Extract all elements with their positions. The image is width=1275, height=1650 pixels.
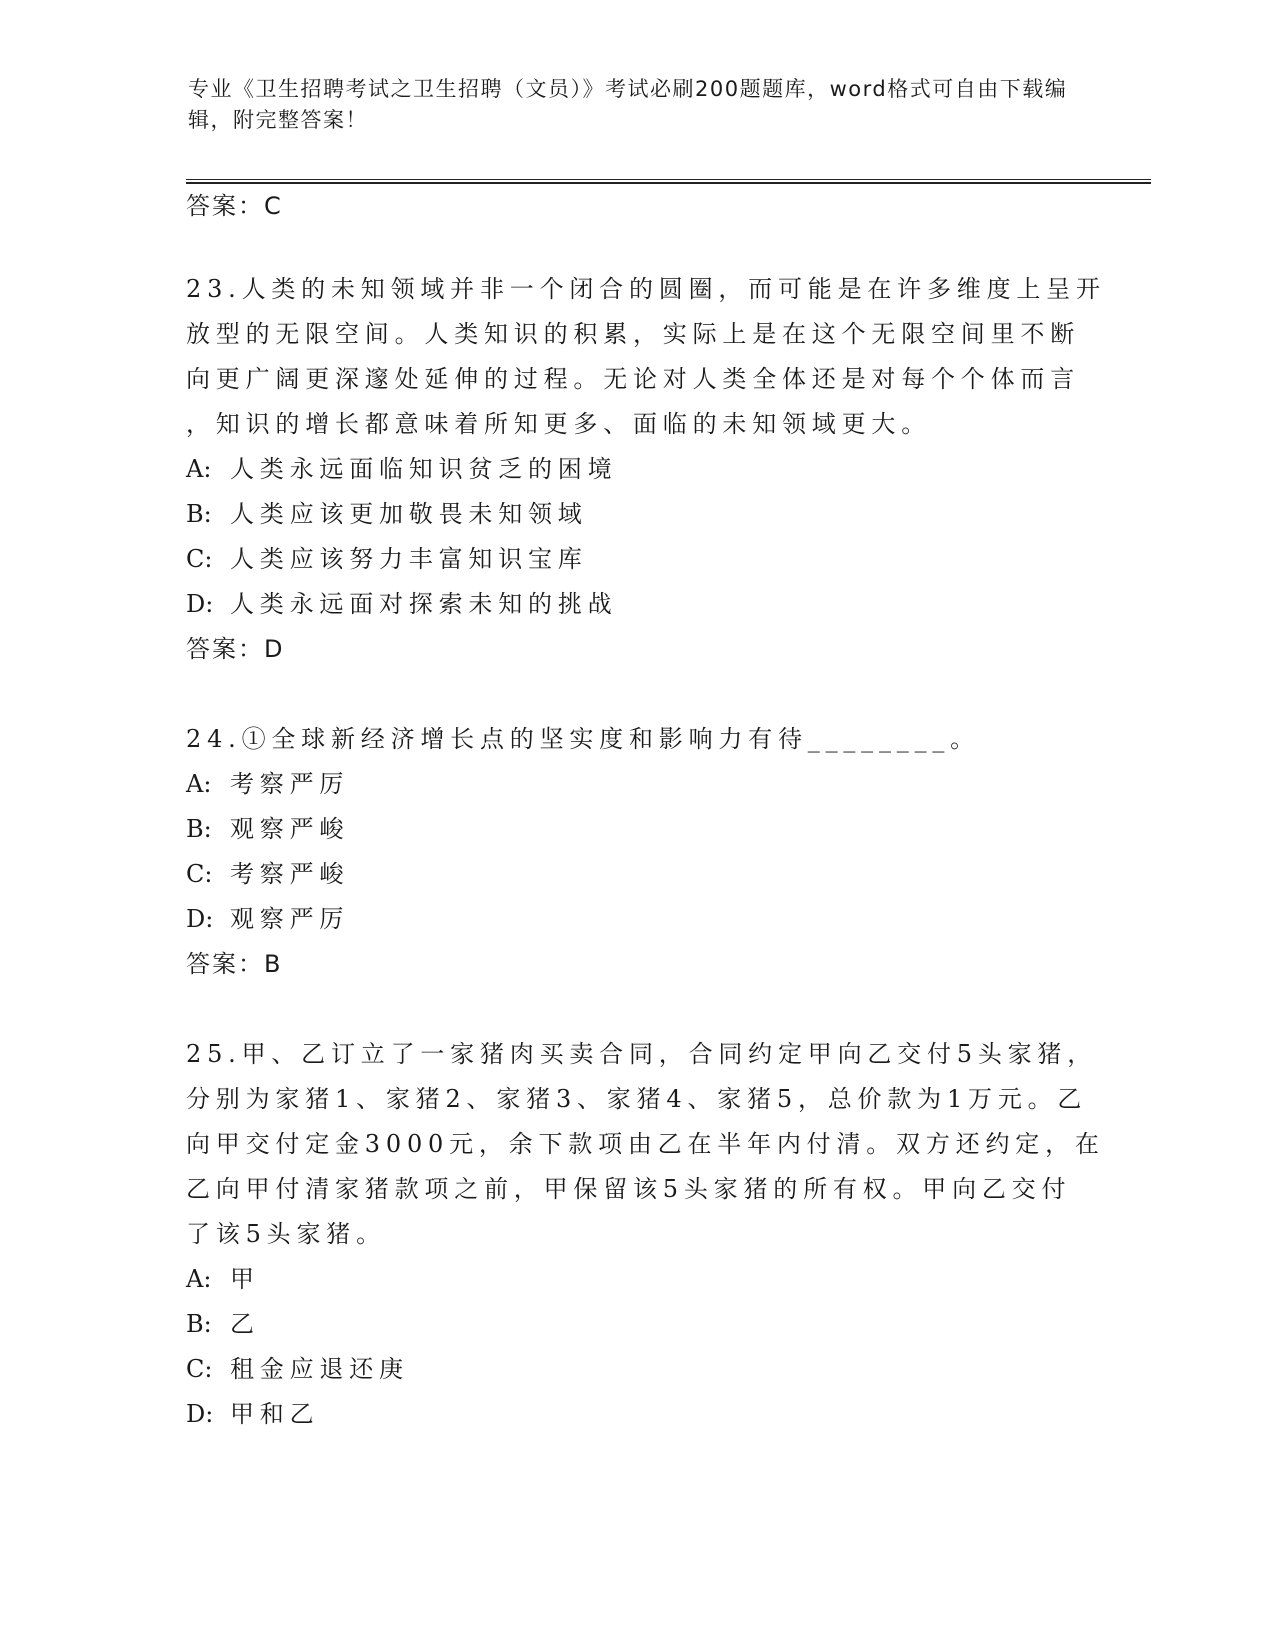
question-25-line-4: 乙向甲付清家猪款项之前，甲保留该5头家猪的所有权。甲向乙交付 bbox=[186, 1175, 1072, 1203]
document-header: 专业《卫生招聘考试之卫生招聘（文员）》考试必刷200题题库，word格式可自由下载编辑，附完整答案！ bbox=[188, 77, 1068, 132]
question-25-line-2: 分别为家猪1、家猪2、家猪3、家猪4、家猪5，总价款为1万元。乙 bbox=[186, 1085, 1088, 1113]
option-text: 考察严峻 bbox=[230, 860, 350, 888]
question-24-line-1: 24.①全球新经济增长点的坚实度和影响力有待________。 bbox=[186, 725, 980, 753]
option-letter: B: bbox=[186, 500, 212, 528]
question-25-option-a bbox=[186, 1263, 260, 1295]
question-25-line-5: 了该5头家猪。 bbox=[186, 1220, 386, 1248]
question-24-option-d bbox=[186, 903, 349, 935]
option-text: 甲和乙 bbox=[230, 1400, 320, 1428]
option-letter: B: bbox=[186, 1310, 212, 1338]
header-divider-thin bbox=[186, 179, 1151, 180]
question-24-option-a bbox=[186, 768, 349, 800]
question-24-option-b bbox=[186, 813, 349, 845]
option-letter: A: bbox=[186, 770, 212, 798]
option-letter: C: bbox=[186, 860, 213, 888]
question-25-option-b bbox=[186, 1308, 260, 1340]
question-23-option-a bbox=[186, 453, 617, 485]
option-text: 人类应该努力丰富知识宝库 bbox=[230, 545, 588, 573]
header-divider-thick bbox=[186, 182, 1151, 184]
option-letter: A: bbox=[186, 1265, 212, 1293]
question-23-line-2: 放型的无限空间。人类知识的积累，实际上是在这个无限空间里不断 bbox=[186, 320, 1080, 348]
option-letter: A: bbox=[186, 455, 212, 483]
option-letter: C: bbox=[186, 1355, 213, 1383]
question-23-line-4: ，知识的增长都意味着所知更多、面临的未知领域更大。 bbox=[186, 410, 931, 438]
previous-answer: 答案：C bbox=[186, 192, 283, 220]
question-24-option-c bbox=[186, 858, 349, 890]
option-text: 乙 bbox=[230, 1310, 260, 1338]
question-23-option-c bbox=[186, 543, 588, 575]
question-25-line-1: 25.甲、乙订立了一家猪肉买卖合同，合同约定甲向乙交付5头家猪， bbox=[186, 1040, 1098, 1068]
option-text: 人类永远面对探索未知的挑战 bbox=[230, 590, 618, 618]
option-text: 人类应该更加敬畏未知领域 bbox=[230, 500, 588, 528]
question-25-option-d bbox=[186, 1398, 319, 1430]
question-23-option-b bbox=[186, 498, 588, 530]
question-23-line-1: 23.人类的未知领域并非一个闭合的圆圈，而可能是在许多维度上呈开 bbox=[186, 275, 1106, 303]
option-text: 甲 bbox=[230, 1265, 260, 1293]
option-letter: C: bbox=[186, 545, 213, 573]
option-letter: D: bbox=[186, 905, 214, 933]
question-23-line-3: 向更广阔更深邃处延伸的过程。无论对人类全体还是对每个个体而言 bbox=[186, 365, 1080, 393]
question-23-option-d bbox=[186, 588, 617, 620]
option-text: 观察严峻 bbox=[230, 815, 350, 843]
option-text: 人类永远面临知识贫乏的困境 bbox=[230, 455, 618, 483]
option-text: 考察严厉 bbox=[230, 770, 350, 798]
question-25-option-c bbox=[186, 1353, 409, 1385]
option-letter: D: bbox=[186, 590, 214, 618]
question-23-answer: 答案：D bbox=[186, 635, 285, 663]
option-letter: D: bbox=[186, 1400, 214, 1428]
question-25-line-3: 向甲交付定金3000元，余下款项由乙在半年内付清。双方还约定，在 bbox=[186, 1130, 1105, 1158]
question-24-answer: 答案：B bbox=[186, 950, 283, 978]
option-text: 观察严厉 bbox=[230, 905, 350, 933]
option-letter: B: bbox=[186, 815, 212, 843]
option-text: 租金应退还庚 bbox=[230, 1355, 409, 1383]
